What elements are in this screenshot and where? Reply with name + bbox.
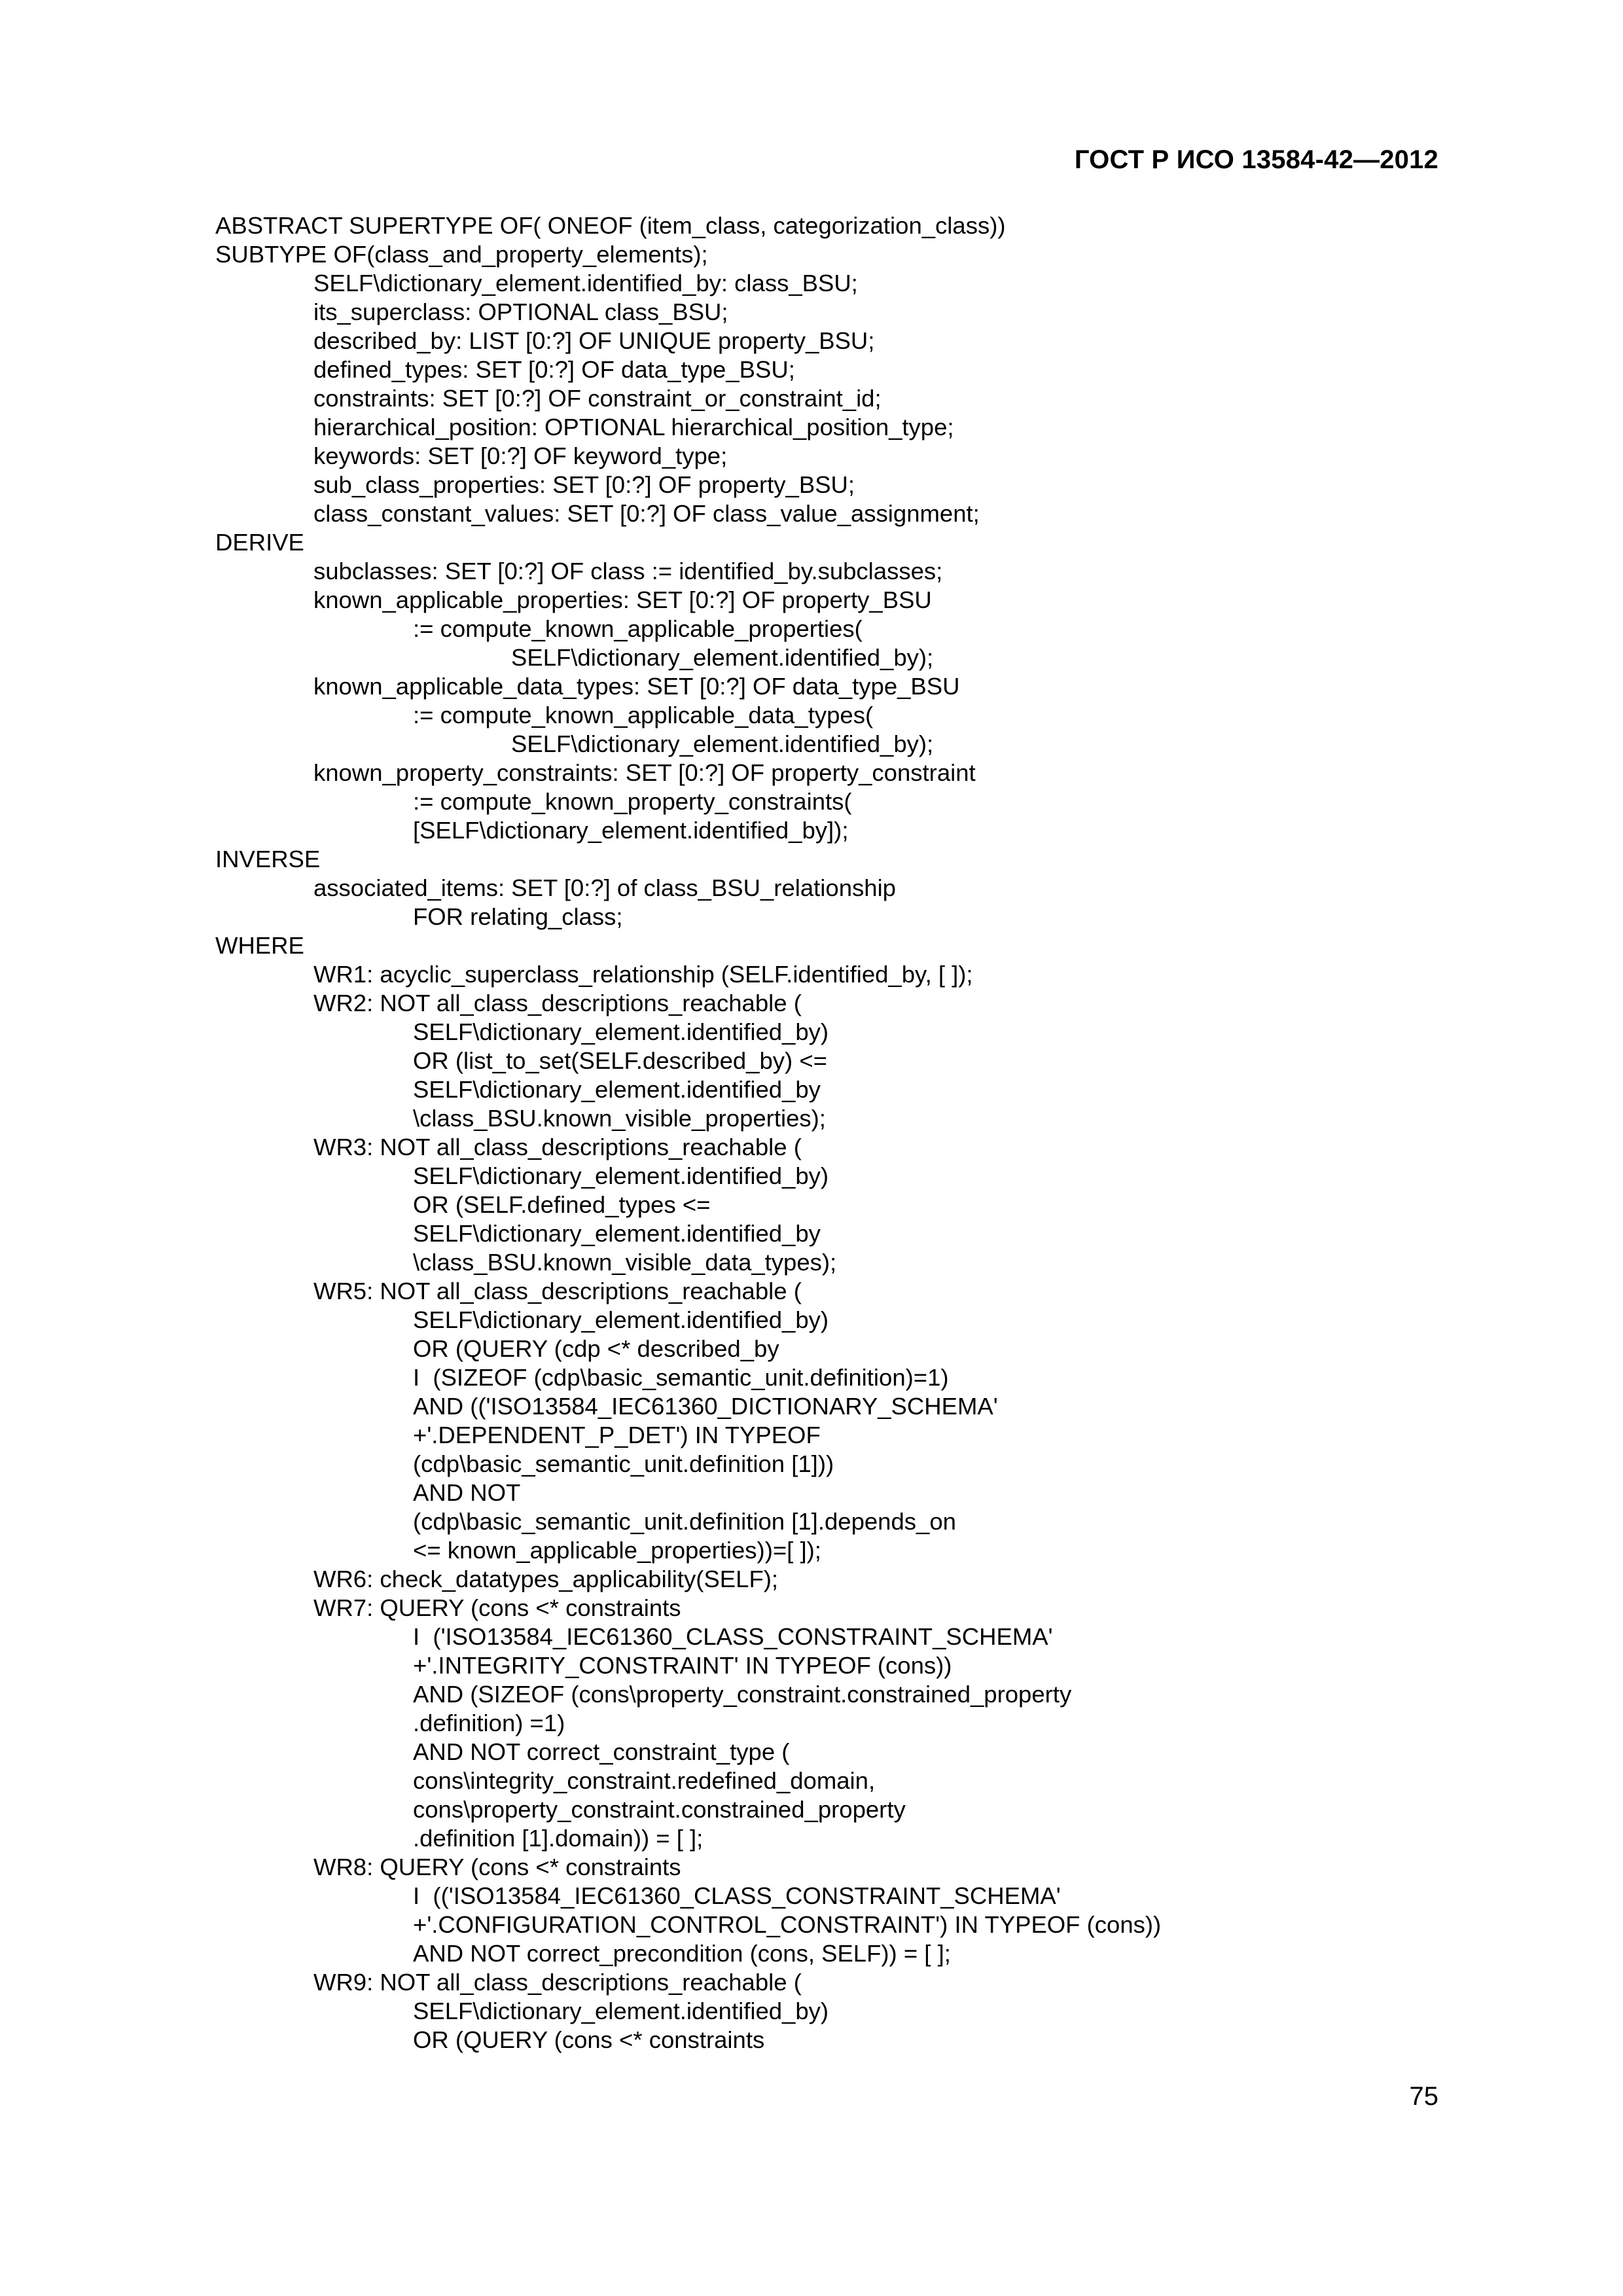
code-line: \class_BSU.known_visible_data_types); [413, 1249, 837, 1276]
code-line: SELF\dictionary_element.identified_by [413, 1076, 821, 1103]
code-line: SELF\dictionary_element.identified_by); [511, 730, 934, 757]
code-line: OR (list_to_set(SELF.described_by) <= [413, 1047, 827, 1074]
code-line: I ('ISO13584_IEC61360_CLASS_CONSTRAINT_SCHEMA' [413, 1623, 1053, 1650]
code-line: WR1: acyclic_superclass_relationship (SELF.identified_by, [ ]); [313, 961, 973, 988]
code-line: OR (QUERY (cons <* constraints [413, 2026, 765, 2053]
code-line: SELF\dictionary_element.identified_by) [413, 1018, 829, 1045]
express-code-block [215, 211, 1459, 2054]
code-line: +'.INTEGRITY_CONSTRAINT' IN TYPEOF (cons)) [413, 1652, 952, 1679]
code-line: described_by: LIST [0:?] OF UNIQUE property_BSU; [313, 327, 875, 354]
code-line: [SELF\dictionary_element.identified_by]); [413, 817, 849, 844]
code-line: .definition) =1) [413, 1710, 565, 1736]
code-line: AND NOT correct_precondition (cons, SELF)) = [ ]; [413, 1940, 951, 1967]
code-line: AND NOT correct_constraint_type ( [413, 1738, 790, 1765]
code-line: SELF\dictionary_element.identified_by) [413, 1162, 829, 1189]
code-line: SELF\dictionary_element.identified_by); [511, 644, 934, 671]
code-line: ABSTRACT SUPERTYPE OF( ONEOF (item_class, categorization_class)) [215, 212, 1006, 239]
code-line: .definition [1].domain)) = [ ]; [413, 1825, 704, 1852]
code-line: := compute_known_property_constraints( [413, 788, 852, 815]
code-line: WR3: NOT all_class_descriptions_reachable ( [313, 1134, 802, 1160]
code-line: its_superclass: OPTIONAL class_BSU; [313, 298, 728, 325]
code-line: I (SIZEOF (cdp\basic_semantic_unit.definition)=1) [413, 1364, 949, 1391]
code-line: I (('ISO13584_IEC61360_CLASS_CONSTRAINT_SCHEMA' [413, 1882, 1061, 1909]
code-line: hierarchical_position: OPTIONAL hierarchical_position_type; [313, 414, 954, 440]
code-line: := compute_known_applicable_data_types( [413, 702, 874, 728]
code-line: WHERE [215, 932, 304, 959]
code-line: AND NOT [413, 1479, 521, 1506]
code-line: known_applicable_properties: SET [0:?] OF property_BSU [313, 586, 932, 613]
code-line: (cdp\basic_semantic_unit.definition [1].depends_on [413, 1508, 956, 1535]
code-line: cons\integrity_constraint.redefined_domain, [413, 1767, 876, 1794]
code-line: SELF\dictionary_element.identified_by: class_BSU; [313, 270, 858, 296]
code-line: WR5: NOT all_class_descriptions_reachable ( [313, 1278, 802, 1304]
code-line: subclasses: SET [0:?] OF class := identified_by.subclasses; [313, 558, 943, 584]
code-line: SELF\dictionary_element.identified_by) [413, 1306, 829, 1333]
code-line: SELF\dictionary_element.identified_by) [413, 1998, 829, 2024]
code-line: cons\property_constraint.constrained_property [413, 1796, 906, 1823]
code-line: known_applicable_data_types: SET [0:?] OF data_type_BSU [313, 673, 960, 700]
code-line: class_constant_values: SET [0:?] OF class_value_assignment; [313, 500, 980, 527]
code-line: SUBTYPE OF(class_and_property_elements); [215, 241, 708, 268]
code-line: keywords: SET [0:?] OF keyword_type; [313, 442, 728, 469]
code-line: DERIVE [215, 529, 304, 556]
code-line: SELF\dictionary_element.identified_by [413, 1220, 821, 1247]
code-line: WR6: check_datatypes_applicability(SELF); [313, 1566, 779, 1592]
page-header-standard-id: ГОСТ Р ИСО 13584-42—2012 [1074, 145, 1438, 174]
code-line: known_property_constraints: SET [0:?] OF property_constraint [313, 759, 976, 786]
code-line: +'.DEPENDENT_P_DET') IN TYPEOF [413, 1422, 821, 1448]
code-line: +'.CONFIGURATION_CONTROL_CONSTRAINT') IN TYPEOF (cons)) [413, 1911, 1162, 1938]
code-line: (cdp\basic_semantic_unit.definition [1])) [413, 1450, 834, 1477]
code-line: constraints: SET [0:?] OF constraint_or_constraint_id; [313, 385, 882, 412]
code-line: AND (SIZEOF (cons\property_constraint.constrained_property [413, 1681, 1072, 1708]
code-line: <= known_applicable_properties))=[ ]); [413, 1537, 821, 1564]
code-line: WR9: NOT all_class_descriptions_reachable ( [313, 1969, 802, 1996]
code-line: sub_class_properties: SET [0:?] OF property_BSU; [313, 471, 855, 498]
code-line: AND (('ISO13584_IEC61360_DICTIONARY_SCHEMA' [413, 1393, 998, 1420]
page-number: 75 [1409, 2082, 1438, 2111]
code-line: WR8: QUERY (cons <* constraints [313, 1854, 681, 1880]
code-line: OR (SELF.defined_types <= [413, 1191, 711, 1218]
code-line: OR (QUERY (cdp <* described_by [413, 1335, 779, 1362]
code-line: \class_BSU.known_visible_properties); [413, 1105, 826, 1132]
code-line: WR2: NOT all_class_descriptions_reachable ( [313, 990, 802, 1016]
code-line: FOR relating_class; [413, 903, 623, 930]
code-line: defined_types: SET [0:?] OF data_type_BSU; [313, 356, 795, 383]
code-line: := compute_known_applicable_properties( [413, 615, 863, 642]
code-line: associated_items: SET [0:?] of class_BSU_relationship [313, 874, 896, 901]
code-line: INVERSE [215, 846, 321, 872]
code-line: WR7: QUERY (cons <* constraints [313, 1594, 681, 1621]
